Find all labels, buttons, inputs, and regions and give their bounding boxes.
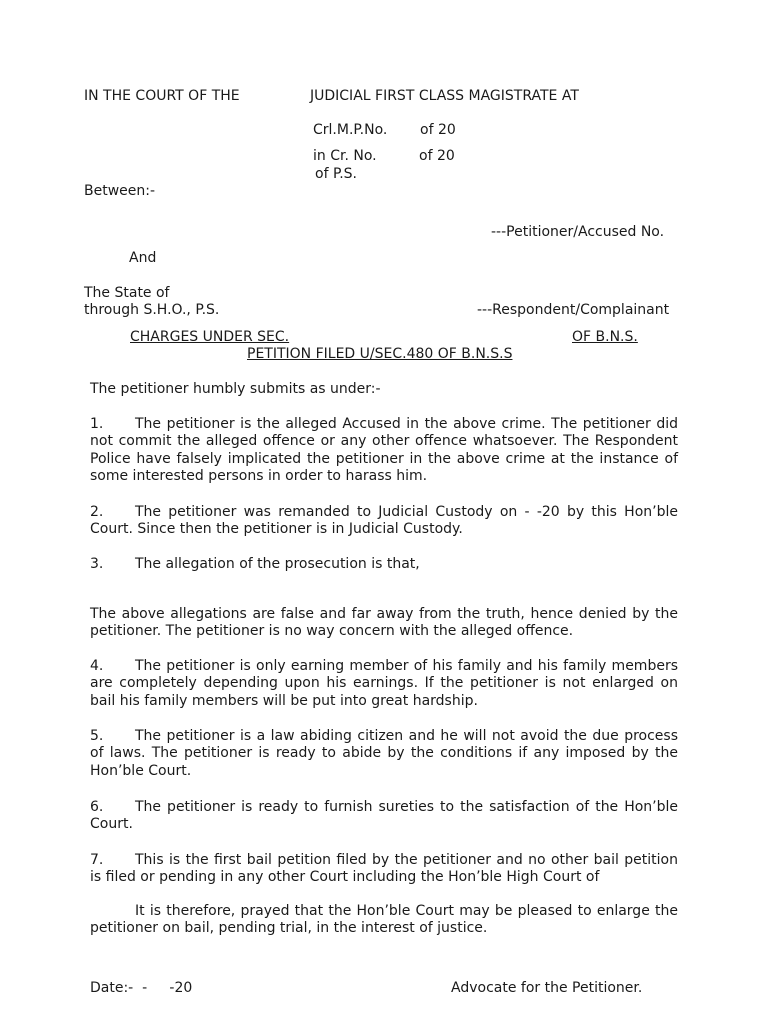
- paragraph-number: 2.: [90, 504, 104, 520]
- crime-year-label: of 20: [419, 148, 455, 164]
- charges-act-label: OF B.N.S.: [572, 329, 638, 345]
- between-label: Between:-: [84, 183, 156, 199]
- paragraph-text: It is therefore, prayed that the Hon’ble Court may be pleased to enlarge the petitioner on bail, pending trial, in the interest of justice.: [90, 903, 678, 937]
- paragraph-text: The allegation of the prosecution is that,: [135, 556, 420, 572]
- paragraph-number: 5.: [90, 728, 104, 744]
- paragraph-number: 3.: [90, 556, 104, 572]
- paragraph-text: The petitioner is the alleged Accused in the above crime. The petitioner did not commit the alleged offence or any other offence whatsoever. The Respondent Police have falsely implicated the petitioner in the above crime at the instance of some interested persons in order to harass him.: [90, 416, 678, 485]
- paragraph-number: 4.: [90, 658, 104, 674]
- paragraph-number: 1.: [90, 416, 104, 432]
- intro-statement: The petitioner humbly submits as under:-: [90, 381, 381, 397]
- date-line: Date:- - -20: [90, 980, 193, 996]
- paragraph-text: The above allegations are false and far away from the truth, hence denied by the petitioner. The petitioner is no way concern with the alleged offence.: [90, 606, 678, 640]
- paragraph-7: [90, 852, 678, 887]
- petitioner-role: ---Petitioner/Accused No.: [491, 224, 665, 240]
- paragraph-3: [90, 556, 678, 573]
- crlmp-year-label: of 20: [420, 122, 456, 138]
- court-heading-right: JUDICIAL FIRST CLASS MAGISTRATE AT: [310, 88, 579, 104]
- paragraph-text: This is the first bail petition filed by the petitioner and no other bail petition is filed or pending in any other Court including the Hon’ble High Court of: [90, 852, 678, 886]
- paragraph-text: The petitioner was remanded to Judicial Custody on - -20 by this Hon’ble Court. Since then the petitioner is in Judicial Custody.: [90, 504, 678, 538]
- paragraph-1: [90, 416, 678, 486]
- advocate-signature-line: Advocate for the Petitioner.: [451, 980, 643, 996]
- paragraph-2: [90, 504, 678, 539]
- paragraph-number: 7.: [90, 852, 104, 868]
- paragraph-text: The petitioner is only earning member of his family and his family members are completely depending upon his earnings. If the petitioner is not enlarged on bail his family members will be put into great hardship.: [90, 658, 678, 709]
- respondent-role: ---Respondent/Complainant: [477, 302, 670, 318]
- paragraph-6: [90, 799, 678, 834]
- paragraph-text: The petitioner is ready to furnish sureties to the satisfaction of the Hon’ble Court.: [90, 799, 678, 833]
- paragraph-allegations-denied: [90, 606, 678, 641]
- paragraph-number: 6.: [90, 799, 104, 815]
- and-label: And: [129, 250, 157, 266]
- crlmp-number-label: Crl.M.P.No.: [313, 122, 388, 138]
- police-station-label: of P.S.: [315, 166, 357, 182]
- respondent-through: through S.H.O., P.S.: [84, 302, 220, 318]
- petition-title: PETITION FILED U/SEC.480 OF B.N.S.S: [247, 346, 513, 362]
- prayer-paragraph: [90, 903, 678, 938]
- crime-number-label: in Cr. No.: [313, 148, 377, 164]
- paragraph-4: [90, 658, 678, 710]
- paragraph-text: The petitioner is a law abiding citizen and he will not avoid the due process of laws. The petitioner is ready to abide by the conditions if any imposed by the Hon’ble Court.: [90, 728, 678, 779]
- paragraph-5: [90, 728, 678, 780]
- court-heading-left: IN THE COURT OF THE: [84, 88, 240, 104]
- respondent-state: The State of: [84, 285, 170, 301]
- charges-label: CHARGES UNDER SEC.: [130, 329, 290, 345]
- charges-under-section: [130, 329, 572, 346]
